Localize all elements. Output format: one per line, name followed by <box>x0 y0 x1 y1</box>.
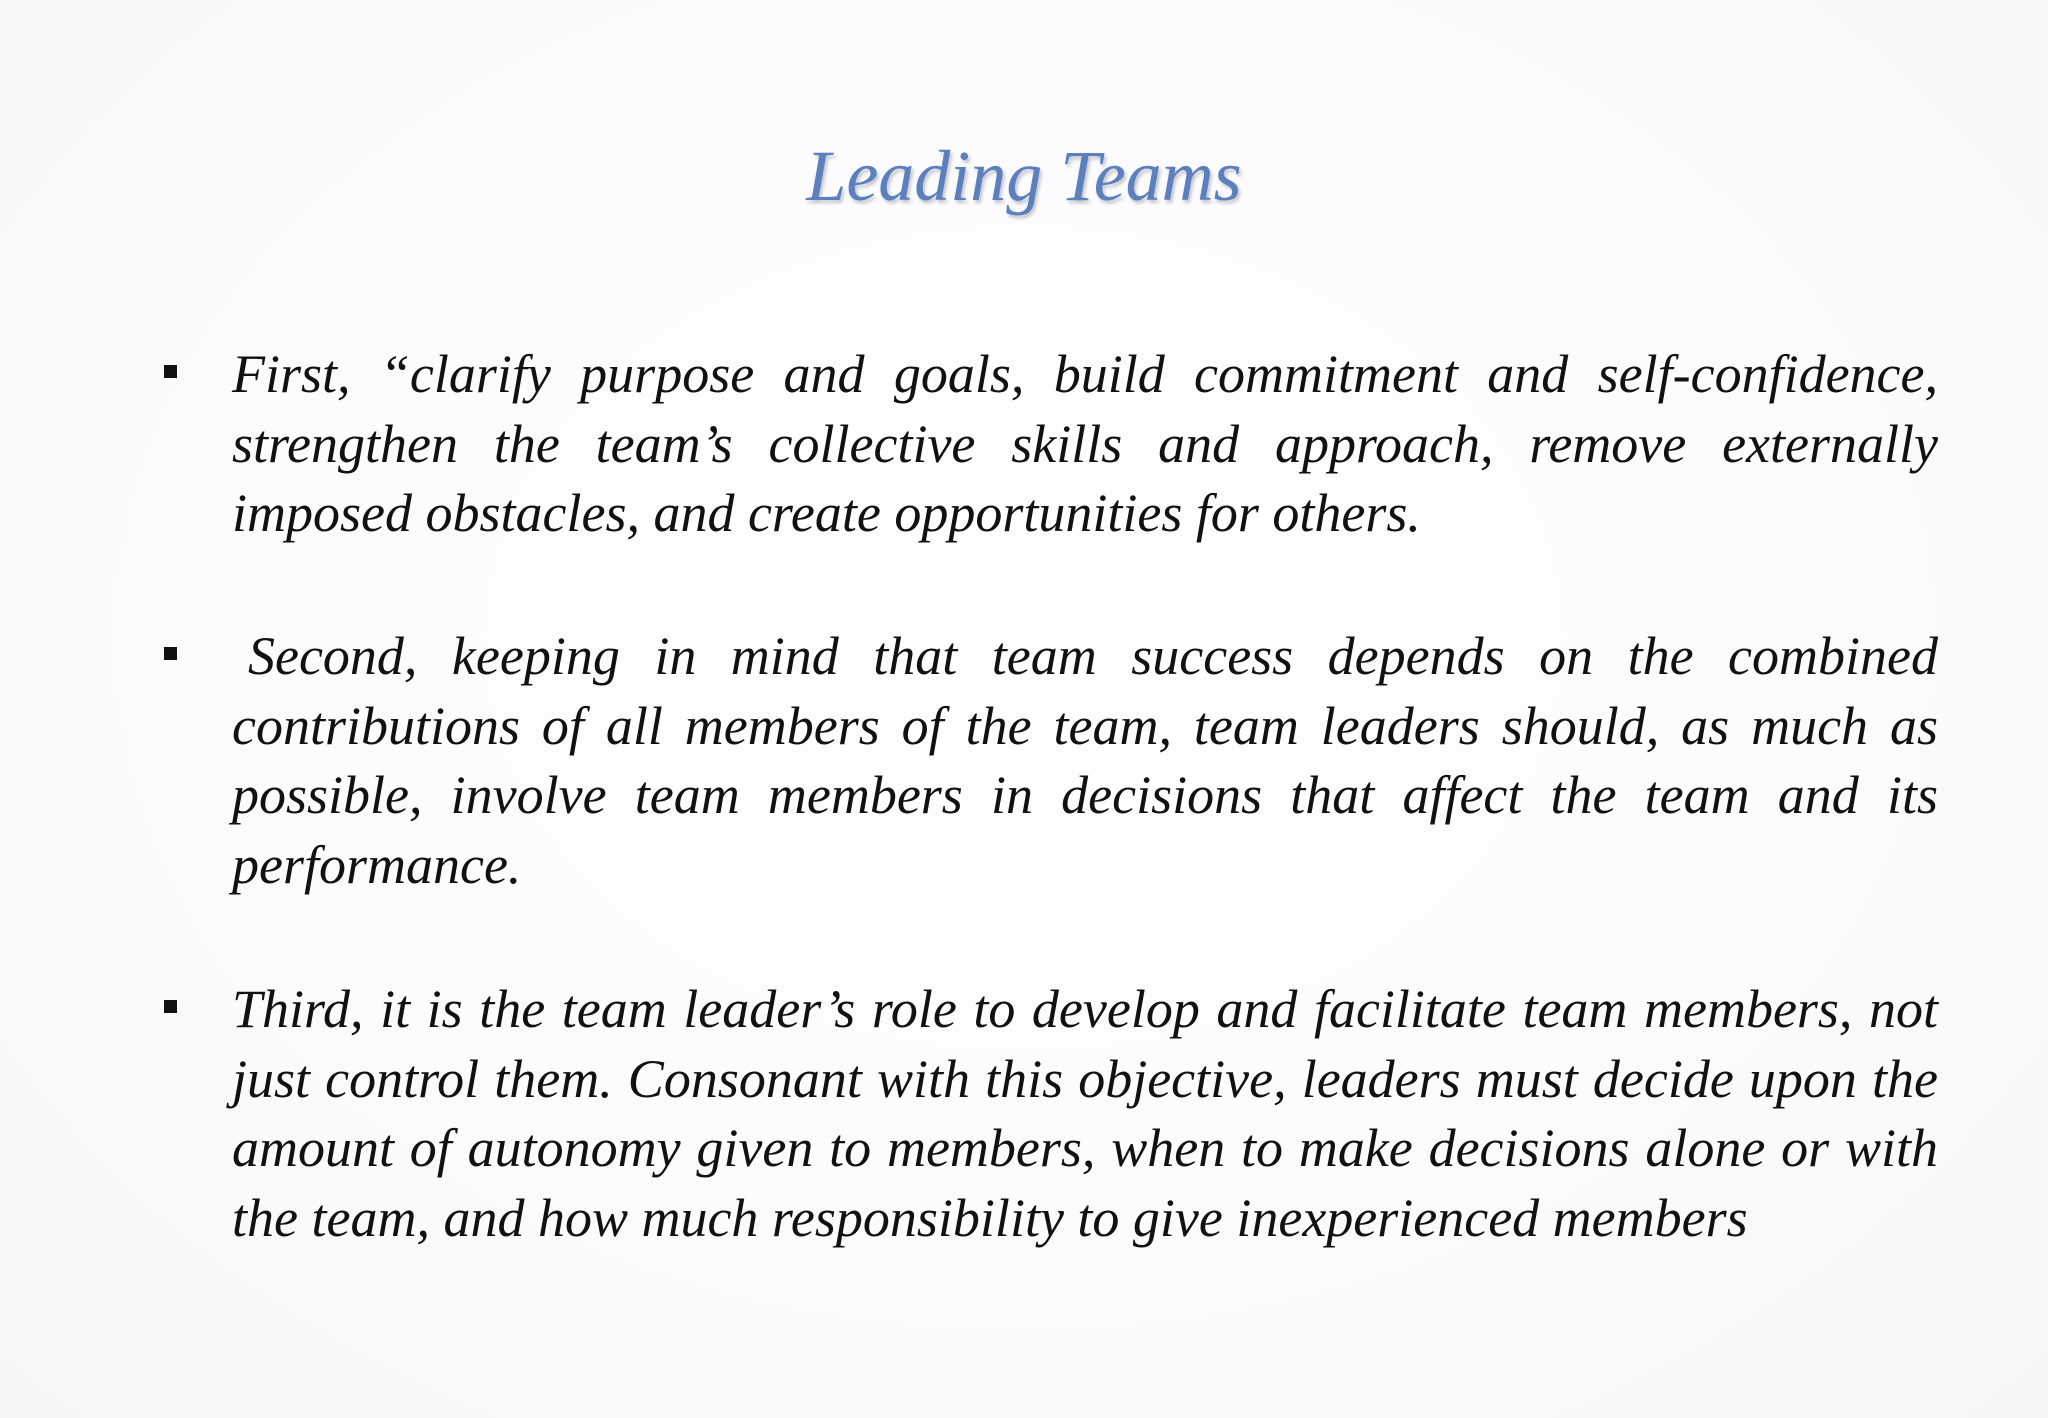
square-bullet-icon <box>164 1000 177 1013</box>
bullet-text: Third, it is the team leader’s role to develop and facilitate team members, not just control them. Consonant with this objective, leaders must decide upon the amount of autonomy given to members, when to make decisions alone or with the team, and how much responsibility to give inexperienced members <box>232 979 1938 1248</box>
bullet-item <box>232 622 1938 900</box>
square-bullet-icon <box>164 365 177 378</box>
bullet-text: First, “clarify purpose and goals, build commitment and self-confidence, strengthen the team’s collective skills and approach, remove externally imposed obstacles, and create opportunities for others. <box>232 344 1938 543</box>
bullet-text: Second, keeping in mind that team success depends on the combined contributions of all members of the team, team leaders should, as much as possible, involve team members in decisions that affect the team and its performance. <box>232 626 1938 895</box>
square-bullet-icon <box>164 647 177 660</box>
bullet-item <box>232 975 1938 1253</box>
slide-title: Leading Teams <box>806 136 1242 216</box>
bullet-item <box>232 340 1938 549</box>
